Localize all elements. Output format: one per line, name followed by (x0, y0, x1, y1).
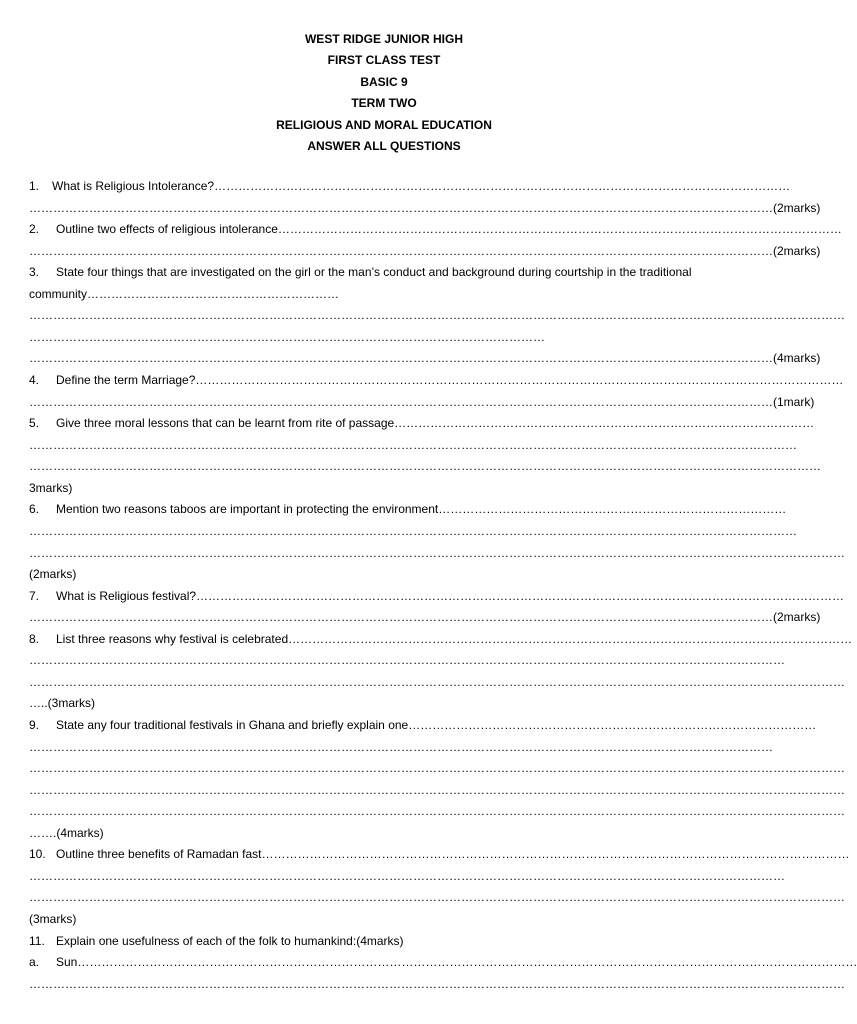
question-line (29, 954, 857, 970)
answer-space: …….(4marks) (29, 825, 104, 840)
question-number: 2. (29, 222, 40, 237)
question-text: Mention two reasons taboos are important in protecting the environment…………………………………………………………………………… (56, 502, 787, 517)
question-number: 9. (29, 718, 40, 732)
question-text: Define the term Marriage?……………………………………………………………………………………………………………………………………………… (56, 373, 844, 388)
question-line (29, 415, 815, 431)
answer-space: (2marks) (29, 567, 77, 582)
answer-line (29, 566, 745, 582)
answer-line (29, 200, 821, 216)
question-number: 8. (29, 631, 40, 646)
question-number: 4. (29, 373, 40, 388)
school-name: WEST RIDGE JUNIOR HIGH (304, 32, 463, 46)
answer-space: …………………………………………………………………………………………………………………………………………………………………………………… (29, 804, 845, 819)
answer-space: ……………………………………………………………………………………………………………………………………………………………………… (29, 653, 785, 668)
answer-space: …………………………………………………………………………………………………………………………………………………………………………………… (29, 890, 845, 905)
question-line (29, 221, 842, 237)
question-number: 6. (29, 502, 40, 517)
question-line (29, 933, 745, 949)
answer-space: ………………………………………………………………………………………………………………………………………………………………………… (29, 523, 797, 538)
answer-space: …..(3marks) (29, 696, 95, 711)
question-line (29, 372, 844, 388)
answer-line (29, 674, 845, 690)
answer-line (29, 523, 797, 539)
answer-space: (3marks) (29, 912, 77, 927)
question-number: 7. (29, 588, 40, 603)
question-number: 10. (29, 847, 46, 862)
answer-line (29, 825, 745, 841)
question-line (29, 588, 845, 604)
answer-line (29, 739, 773, 755)
answer-line (29, 609, 821, 625)
answer-line (29, 329, 745, 345)
question-number: a. (29, 955, 40, 970)
answer-space: 3marks) (29, 480, 73, 495)
answer-line (29, 803, 845, 819)
instruction-text: ANSWER ALL QUESTIONS (307, 138, 461, 153)
answer-line (29, 545, 845, 561)
test-header (0, 29, 768, 157)
answer-line (29, 889, 845, 905)
question-text: Outline three benefits of Ramadan fast………………………………………………………………………………………………………………………………… (56, 847, 850, 862)
answer-space: ………………………………………………………………………………………………………………… (29, 329, 545, 344)
question-text: What is Religious festival?……………………………………………………………………………………………………………………………………………… (56, 588, 845, 603)
question-text: Outline two effects of religious intolerance…………………………………………………………………………………………………………………………… (56, 222, 842, 237)
class-level: BASIC 9 (360, 74, 408, 89)
question-text: State four things that are investigated on the girl or the man’s conduct and background during courtship in the traditional (56, 265, 692, 280)
answer-line (29, 868, 785, 884)
answer-space: …………………………………………………………………………………………………………………………………………………………………………………… (29, 782, 845, 797)
answer-space: ……………………………………………………………………………………………………………………………………………………………………(2marks) (29, 200, 821, 215)
answer-space: ……………………………………………………………………………………………………………………………………………………………………(2marks) (29, 243, 821, 258)
question-number: 1. (29, 179, 40, 193)
answer-space: ………………………………………………………………………………………………………………………………………………………………………… (29, 437, 797, 452)
question-text: What is Religious Intolerance?……………………………………………………………………………………………………………………………… (52, 179, 791, 193)
question-number: 11. (29, 933, 45, 948)
answer-space: …………………………………………………………………………………………………………………………………………………………………………………… (29, 545, 845, 560)
question-text: List three reasons why festival is celebrated…………………………………………………………………………………………………………………………… (56, 631, 853, 646)
answer-line (29, 976, 845, 992)
answer-space: …………………………………………………………………………………………………………………………………………………………………………………… (29, 674, 845, 689)
answer-line (29, 394, 815, 410)
answer-space: …………………………………………………………………………………………………………………………………………………………………………………… (29, 761, 845, 776)
answer-line (29, 652, 785, 668)
answer-line (29, 458, 821, 474)
answer-line (29, 307, 845, 323)
answer-line (29, 480, 745, 496)
answer-space: ……………………………………………………………………………………………………………………………………………………………………… (29, 868, 785, 883)
question-line (29, 501, 787, 517)
answer-space: ……………………………………………………………………………………………………………………………………………………………………(1mark) (29, 394, 815, 409)
answer-space: ……………………………………………………………………………………………………………………………………………………………………(2marks) (29, 610, 821, 625)
question-number: 3. (29, 265, 40, 280)
question-text: Give three moral lessons that can be learnt from rite of passage…………………………………………………………………………………………… (56, 416, 815, 431)
question-line (29, 264, 745, 280)
answer-space: community……………………………………………………… (29, 286, 340, 301)
answer-line (29, 437, 797, 453)
question-line (29, 178, 791, 194)
answer-space: …………………………………………………………………………………………………………………………………………………………………………………… (29, 976, 845, 991)
question-number: 5. (29, 416, 40, 431)
answer-line (29, 695, 745, 711)
question-text: State any four traditional festivals in Ghana and briefly explain one………………………………………………………………………………………… (56, 718, 817, 732)
answer-line (29, 911, 745, 927)
question-text: Explain one usefulness of each of the folk to humankind:(4marks) (56, 933, 404, 948)
question-text: Sun…………………………………………………………………………………………………………………………………………………………………………… (56, 955, 857, 970)
answer-line (29, 760, 845, 776)
question-line (29, 631, 853, 647)
answer-line (29, 286, 745, 302)
answer-space: …………………………………………………………………………………………………………………………………………………………………………………… (29, 308, 845, 323)
term-label: TERM TWO (351, 96, 417, 111)
answer-space: …………………………………………………………………………………………………………………………………………………………………… (29, 739, 773, 754)
subject-title: RELIGIOUS AND MORAL EDUCATION (276, 117, 492, 132)
test-title: FIRST CLASS TEST (327, 53, 441, 68)
answer-line (29, 350, 821, 366)
answer-space: ……………………………………………………………………………………………………………………………………………………………………………… (29, 459, 821, 474)
question-line (29, 846, 850, 862)
answer-space: ……………………………………………………………………………………………………………………………………………………………………(4marks) (29, 351, 821, 366)
question-line (29, 717, 817, 733)
answer-line (29, 782, 845, 798)
answer-line (29, 243, 821, 259)
